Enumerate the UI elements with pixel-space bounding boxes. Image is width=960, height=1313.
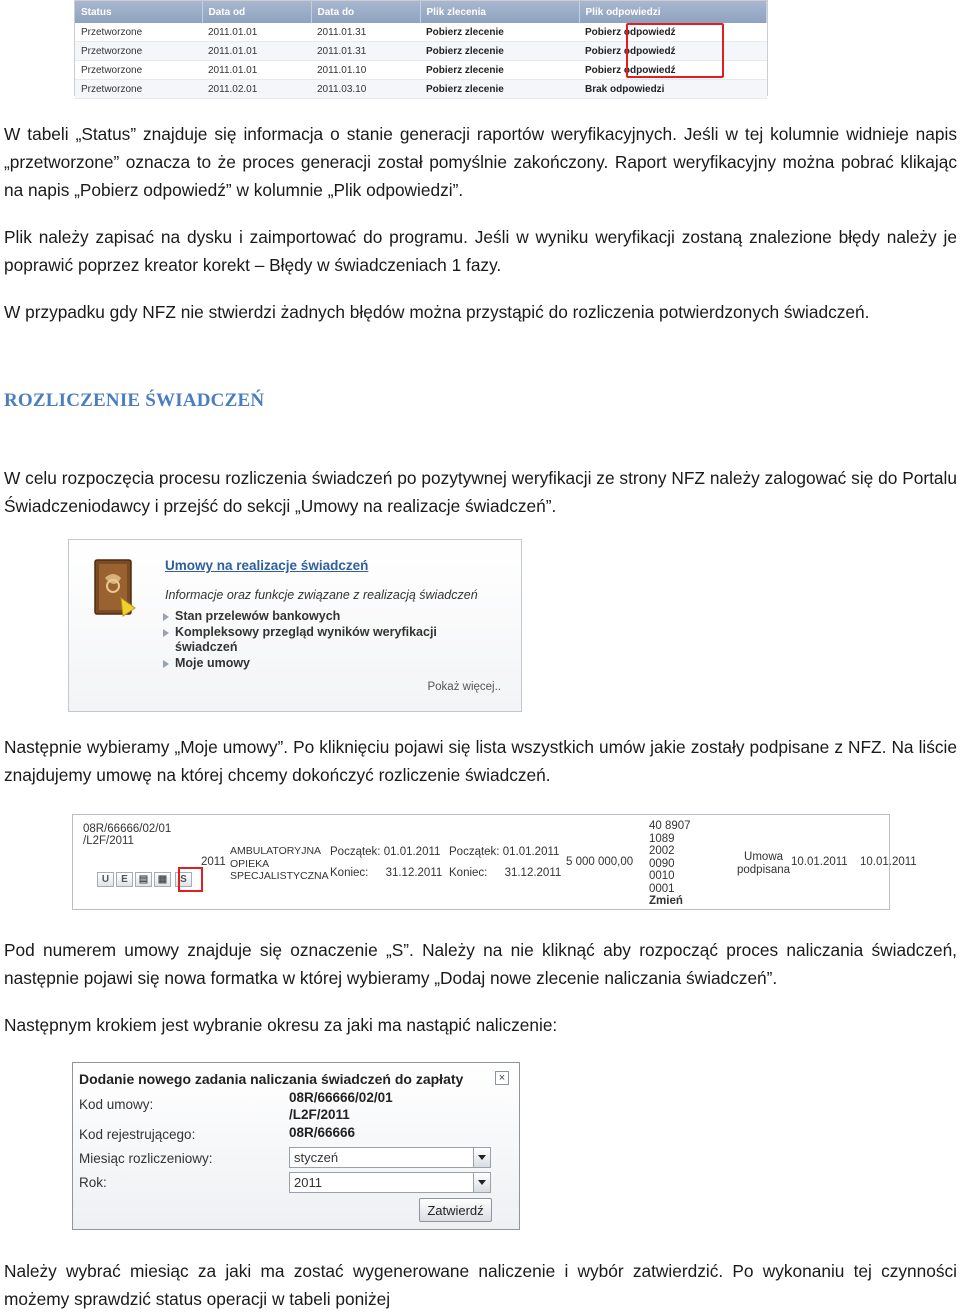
portal-menu-list — [161, 609, 475, 671]
triangle-right-icon — [163, 660, 169, 668]
button-e[interactable]: E — [116, 872, 133, 887]
code-line: 1089 — [649, 832, 675, 845]
registrant-code-value: 08R/66666 — [289, 1125, 356, 1140]
col-header-date-from[interactable]: Data od — [202, 1, 311, 23]
close-icon[interactable]: × — [495, 1071, 509, 1085]
download-response-link[interactable]: Pobierz odpowiedź — [579, 61, 767, 80]
highlight-box — [626, 23, 724, 78]
col-header-date-to[interactable]: Data do — [311, 1, 420, 23]
section-link-contracts[interactable]: Umowy na realizacje świadczeń — [165, 558, 369, 573]
label-settlement-month: Miesiąc rozliczeniowy: — [79, 1151, 213, 1166]
document-icon[interactable]: ▦ — [154, 872, 171, 887]
date-from-cell: 2011.02.01 — [202, 80, 311, 99]
new-task-dialog-screenshot — [72, 1062, 520, 1230]
year-select-value: 2011 — [294, 1175, 322, 1190]
download-request-link[interactable]: Pobierz zlecenie — [420, 23, 579, 42]
contract-type-line: SPECJALISTYCZNA — [230, 870, 329, 882]
print-icon[interactable]: ▤ — [135, 872, 152, 887]
contract-type-line: AMBULATORYJNA — [230, 845, 322, 857]
code-line: 2002 — [649, 845, 675, 857]
folder-icon — [91, 556, 139, 620]
settlement-s-button[interactable]: S — [175, 872, 192, 887]
triangle-right-icon — [163, 629, 169, 637]
label-registrant-code: Kod rejestrującego: — [79, 1127, 196, 1142]
download-response-link[interactable]: Pobierz odpowiedź — [579, 42, 767, 61]
highlight-box — [178, 867, 203, 892]
status-cell: Przetworzone — [75, 42, 202, 61]
status-cell: Przetworzone — [75, 61, 202, 80]
end-date-2: Koniec: 31.12.2011 — [449, 867, 562, 879]
download-response-link[interactable]: Pobierz odpowiedź — [579, 23, 767, 42]
contract-year: 2011 — [201, 856, 226, 868]
contract-code-value — [289, 1089, 393, 1123]
code-line: 40 8907 — [649, 820, 691, 832]
menu-item-label: Stan przelewów bankowych — [175, 609, 341, 623]
status-cell: Przetworzone — [75, 23, 202, 42]
contract-code-line: /L2F/2011 — [289, 1107, 350, 1122]
paragraph-select-period: Następnym krokiem jest wybranie okresu za jaki ma nastąpić naliczenie: — [4, 1015, 558, 1035]
sign-date-2: 10.01.2011 — [860, 856, 917, 868]
triangle-right-icon — [163, 613, 169, 621]
contract-type-line: OPIEKA — [230, 857, 270, 870]
col-header-request-file[interactable]: Plik zlecenia — [420, 1, 579, 23]
contract-number[interactable] — [83, 823, 171, 847]
date-from-cell: 2011.01.01 — [202, 61, 311, 80]
code-line: 0010 — [649, 870, 675, 882]
year-select[interactable] — [289, 1172, 491, 1193]
date-to-cell: 2011.01.10 — [311, 61, 420, 80]
paragraph-choose-month: Należy wybrać miesiąc za jaki ma zostać wygenerowane naliczenie i wybór zatwierdzić. Po wykonaniu tej czynności możemy sprawdzić status operacji w tabeli poniżej — [4, 1261, 957, 1309]
contract-amount: 5 000 000,00 — [566, 856, 634, 868]
month-select-value: styczeń — [294, 1150, 339, 1165]
paragraph-no-errors: W przypadku gdy NFZ nie stwierdzi żadnych błędów można przystąpić do rozliczenia potwierdzonych świadczeń. — [4, 302, 870, 322]
chevron-down-icon[interactable] — [473, 1173, 490, 1192]
contract-codes — [649, 820, 691, 908]
section-heading: ROZLICZENIE ŚWIADCZEŃ — [4, 390, 265, 411]
contract-number-line: 08R/66666/02/01 — [83, 823, 172, 835]
chevron-down-icon[interactable] — [473, 1148, 490, 1167]
menu-item-my-contracts[interactable] — [161, 656, 475, 672]
menu-item-label: Moje umowy — [175, 655, 251, 670]
paragraph-my-contracts: Następnie wybieramy „Moje umowy”. Po kliknięciu pojawi się lista wszystkich umów jakie zostały podpisane z NFZ. Na liście znajdujemy umowę na której chcemy dokończyć rozliczenie świadczeń. — [4, 737, 957, 785]
date-to-cell: 2011.03.10 — [311, 80, 420, 99]
portal-panel-screenshot — [68, 539, 522, 712]
contract-row-screenshot — [72, 814, 917, 910]
end-date-1: Koniec: 31.12.2011 — [330, 867, 443, 879]
section-info-text: Informacje oraz funkcje związane z realizacją świadczeń — [165, 588, 478, 602]
menu-item-verification-review[interactable] — [161, 625, 475, 656]
date-from-cell: 2011.01.01 — [202, 42, 311, 61]
start-date-1: Początek: 01.01.2011 — [330, 846, 441, 858]
dialog-title: Dodanie nowego zadania naliczania świadczeń do zapłaty — [79, 1071, 464, 1087]
button-u[interactable]: U — [97, 872, 114, 887]
show-more-link[interactable]: Pokaż więcej.. — [427, 681, 501, 693]
code-line: 0090 — [649, 857, 675, 870]
date-from-cell: 2011.01.01 — [202, 23, 311, 42]
download-request-link[interactable]: Pobierz zlecenie — [420, 61, 579, 80]
month-select[interactable] — [289, 1147, 491, 1168]
download-request-link[interactable]: Pobierz zlecenie — [420, 80, 579, 99]
start-date-2: Początek: 01.01.2011 — [449, 846, 560, 858]
paragraph-portal-login: W celu rozpoczęcia procesu rozliczenia świadczeń po pozytywnej weryfikacji ze strony NFZ należy zalogować się do Portalu Świadczeniodawcy i przejść do sekcji „Umowy na realizacje świadczeń”. — [4, 468, 957, 516]
paragraph-status-info: W tabeli „Status” znajduje się informacja o stanie generacji raportów weryfikacyjnych. Jeśli w tej kolumnie widnieje napis „przetworzone” oznacza to że proces generacji został pomyślnie zakończony. Raport weryfikacyjny można pobrać klikając na napis „Pobierz odpowiedź” w kolumnie „Plik odpowiedzi”. — [4, 124, 957, 200]
contract-number-line: /L2F/2011 — [83, 835, 134, 847]
menu-item-label: Kompleksowy przegląd wyników weryfikacji świadczeń — [175, 624, 437, 654]
contract-status — [737, 851, 790, 876]
label-contract-code: Kod umowy: — [79, 1097, 154, 1112]
paragraph-save-file: Plik należy zapisać na dysku i zaimportować do programu. Jeśli w wyniku weryfikacji zostaną znalezione błędy należy je poprawić poprzez kreator korekt – Błędy w świadczeniach 1 fazy. — [4, 227, 957, 275]
status-cell: Przetworzone — [75, 80, 202, 99]
date-to-cell: 2011.01.31 — [311, 42, 420, 61]
menu-item-bank-transfers[interactable] — [161, 609, 475, 625]
contract-status-line: Umowa — [744, 851, 784, 863]
confirm-button[interactable]: Zatwierdź — [419, 1198, 492, 1222]
table-row — [75, 80, 767, 99]
label-year: Rok: — [79, 1175, 107, 1190]
paragraph-s-marker: Pod numerem umowy znajduje się oznaczenie „S”. Należy na nie kliknąć aby rozpocząć proces naliczania świadczeń, następnie pojawi się nowa formatka w której wybieramy „Dodaj nowe zlecenie naliczania świadczeń”. — [4, 940, 957, 988]
date-to-cell: 2011.01.31 — [311, 23, 420, 42]
col-header-response-file[interactable]: Plik odpowiedzi — [579, 1, 767, 23]
change-link[interactable]: Zmień — [649, 895, 683, 907]
contract-code-line: 08R/66666/02/01 — [289, 1090, 393, 1105]
code-line: 0001 — [649, 882, 675, 895]
sign-date-1: 10.01.2011 — [791, 856, 848, 868]
col-header-status[interactable]: Status — [75, 1, 202, 23]
status-table-screenshot — [74, 0, 768, 96]
download-request-link[interactable]: Pobierz zlecenie — [420, 42, 579, 61]
contract-type — [230, 845, 329, 883]
no-response-cell: Brak odpowiedzi — [579, 80, 767, 99]
contract-status-line: podpisana — [737, 863, 791, 876]
